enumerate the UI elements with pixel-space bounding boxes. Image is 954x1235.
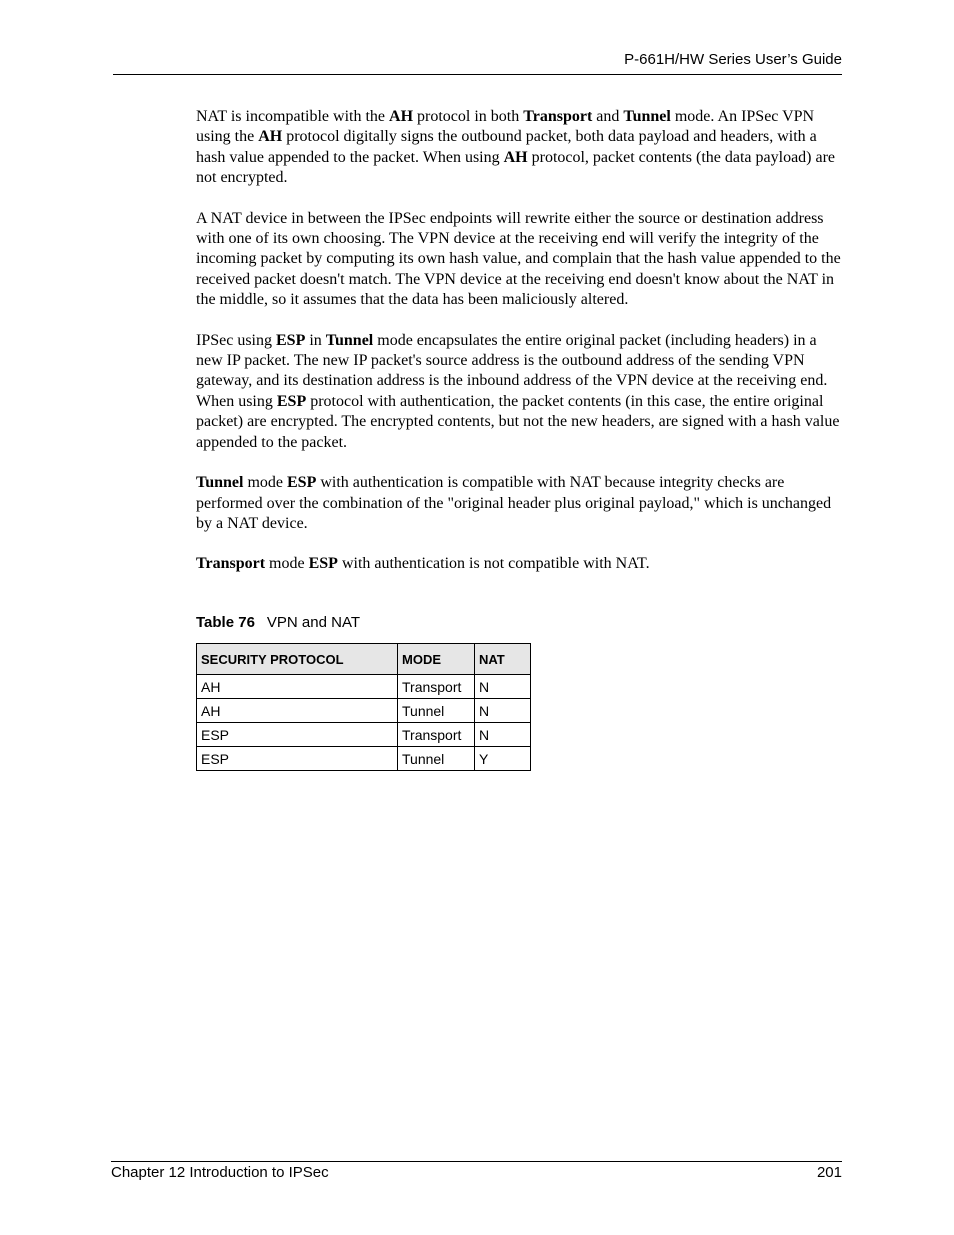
text-run: with authentication is compatible with NAT because integrity checks are performed over the combination of the "original header plus original payload," which is unchanged by a NAT device.: [196, 474, 832, 532]
text-run: with authentication is not compatible with NAT.: [337, 555, 650, 573]
header-security-protocol: SECURITY PROTOCOL: [197, 644, 398, 675]
text-run: IPSec using: [196, 331, 276, 349]
table-header-row: [197, 644, 531, 675]
paragraph-esp-tunnel: [196, 331, 844, 453]
cell-mode: Transport: [398, 723, 475, 747]
paragraph-transport-esp-incompatible: [196, 554, 844, 574]
text-run: protocol with authentication, the packet contents (in this case, the entire original packet) are encrypted. The encrypted contents, but not the new headers, are signed with a hash value appended to the packet.: [196, 392, 840, 451]
header-nat: NAT: [475, 644, 531, 675]
table-number: Table 76: [196, 614, 255, 631]
text-run: protocol digitally signs the outbound packet, both data payload and headers, with a hash value appended to the packet. When using: [196, 128, 817, 166]
bold-term: ESP: [287, 474, 317, 492]
bold-term: Tunnel: [196, 474, 244, 492]
text-run: mode: [265, 555, 309, 573]
cell-protocol: AH: [197, 675, 398, 699]
bold-term: ESP: [308, 555, 338, 573]
cell-nat: N: [475, 723, 531, 747]
page-header: [113, 50, 842, 75]
table-row: [197, 699, 531, 723]
chapter-title: Chapter 12 Introduction to IPSec: [111, 1164, 329, 1181]
text-run: A NAT device in between the IPSec endpoints will rewrite either the source or destination address with one of its own choosing. The VPN device at the receiving end will verify the integrity of the incoming packet by computing its own hash value, and complain that the hash value appended to the received packet doesn't match. The VPN device at the receiving end doesn't know about the NAT in the middle, so it assumes that the data has been maliciously altered.: [196, 209, 841, 309]
text-run: mode encapsulates the entire original packet (including headers) in a new IP packet. The new IP packet's source address is the outbound address of the sending VPN gateway, and its destination address is the inbound address of the VPN device at the receiving end. When using: [196, 331, 828, 410]
bold-term: AH: [389, 108, 414, 125]
bold-term: ESP: [276, 331, 306, 349]
text-run: protocol in both: [413, 108, 524, 125]
cell-protocol: AH: [197, 699, 398, 723]
cell-protocol: ESP: [197, 747, 398, 771]
bold-term: Transport: [196, 555, 266, 573]
text-run: mode. An IPSec VPN using the: [196, 108, 815, 146]
cell-mode: Tunnel: [398, 699, 475, 723]
table-row: [197, 747, 531, 771]
cell-mode: Tunnel: [398, 747, 475, 771]
bold-term: Tunnel: [623, 108, 671, 125]
paragraph-tunnel-esp-compatible: [196, 473, 844, 534]
text-run: in: [305, 331, 326, 349]
cell-mode: Transport: [398, 675, 475, 699]
page-footer: [111, 1161, 842, 1183]
table-row: [197, 723, 531, 747]
page-number: 201: [816, 1164, 842, 1181]
header-mode: MODE: [398, 644, 475, 675]
bold-term: AH: [258, 128, 283, 146]
cell-nat: N: [475, 675, 531, 699]
table-row: [197, 675, 531, 699]
cell-nat: N: [475, 699, 531, 723]
table-title: VPN and NAT: [266, 614, 361, 631]
text-run: and: [592, 108, 624, 125]
cell-nat: Y: [475, 747, 531, 771]
bold-term: Tunnel: [325, 331, 374, 349]
paragraph-nat-rewrite: [196, 209, 844, 311]
text-run: mode: [243, 474, 287, 492]
text-run: NAT is incompatible with the: [196, 108, 390, 125]
cell-protocol: ESP: [197, 723, 398, 747]
table-caption: [196, 614, 360, 631]
guide-title: P-661H/HW Series User’s Guide: [624, 51, 842, 68]
body-text: [196, 107, 844, 595]
bold-term: AH: [503, 148, 528, 166]
vpn-nat-table: [196, 643, 531, 771]
text-run: protocol, packet contents (the data payload) are not encrypted.: [196, 148, 836, 187]
paragraph-nat-ah: [196, 107, 844, 189]
bold-term: Transport: [523, 108, 593, 125]
bold-term: ESP: [276, 392, 307, 410]
